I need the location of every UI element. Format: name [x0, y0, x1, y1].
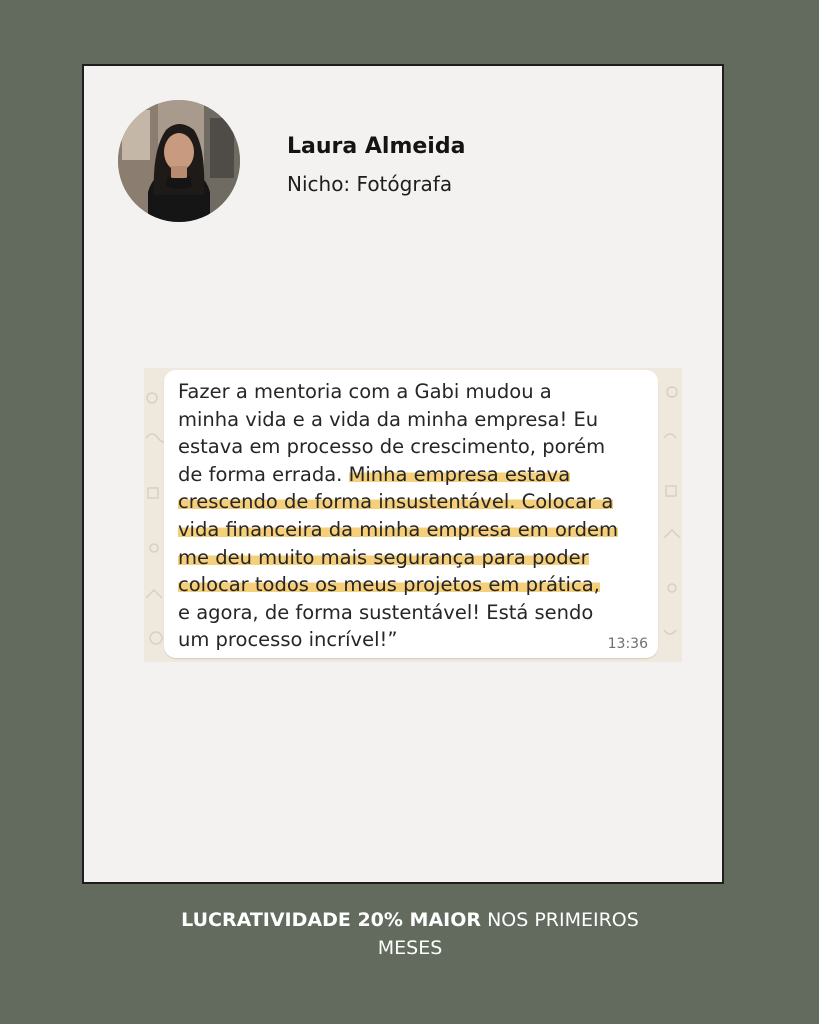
- message-line: [178, 544, 658, 572]
- caption-line-1: [110, 906, 710, 934]
- profile-niche: Nicho: Fotógrafa: [287, 172, 453, 196]
- highlighted-text: vida financeira da minha empresa em ordem: [178, 517, 618, 541]
- chat-message-bubble: [164, 370, 658, 658]
- highlighted-text: crescendo de forma insustentável. Colocar a: [178, 490, 614, 514]
- message-line: [178, 488, 658, 516]
- message-line: [178, 571, 658, 599]
- message-line: [178, 516, 658, 544]
- message-timestamp: 13:36: [607, 636, 648, 652]
- avatar: [118, 100, 240, 222]
- message-line: e agora, de forma sustentável! Está sendo: [178, 600, 594, 624]
- caption-line-2: MESES: [377, 937, 443, 959]
- chat-screenshot: [144, 368, 682, 662]
- profile-photo: [118, 100, 240, 222]
- caption-rest: NOS PRIMEIROS: [481, 909, 639, 931]
- caption-bold: LUCRATIVIDADE 20% MAIOR: [181, 909, 482, 931]
- message-line: um processo incrível!”: [178, 628, 398, 652]
- message-line: minha vida e a vida da minha empresa! Eu: [178, 407, 599, 431]
- message-line: de forma errada. Minha empresa estava: [178, 462, 571, 486]
- highlighted-text: colocar todos os meus projetos em prática,: [178, 573, 600, 597]
- message-text: [178, 378, 658, 654]
- message-line: estava em processo de crescimento, porém: [178, 435, 606, 459]
- result-caption: [110, 906, 710, 962]
- message-line: Fazer a mentoria com a Gabi mudou a: [178, 380, 552, 403]
- highlighted-text: Minha empresa estava: [348, 462, 571, 486]
- testimonial-card: [82, 64, 724, 884]
- profile-name: Laura Almeida: [287, 134, 466, 159]
- highlighted-text: me deu muito mais segurança para poder: [178, 545, 589, 569]
